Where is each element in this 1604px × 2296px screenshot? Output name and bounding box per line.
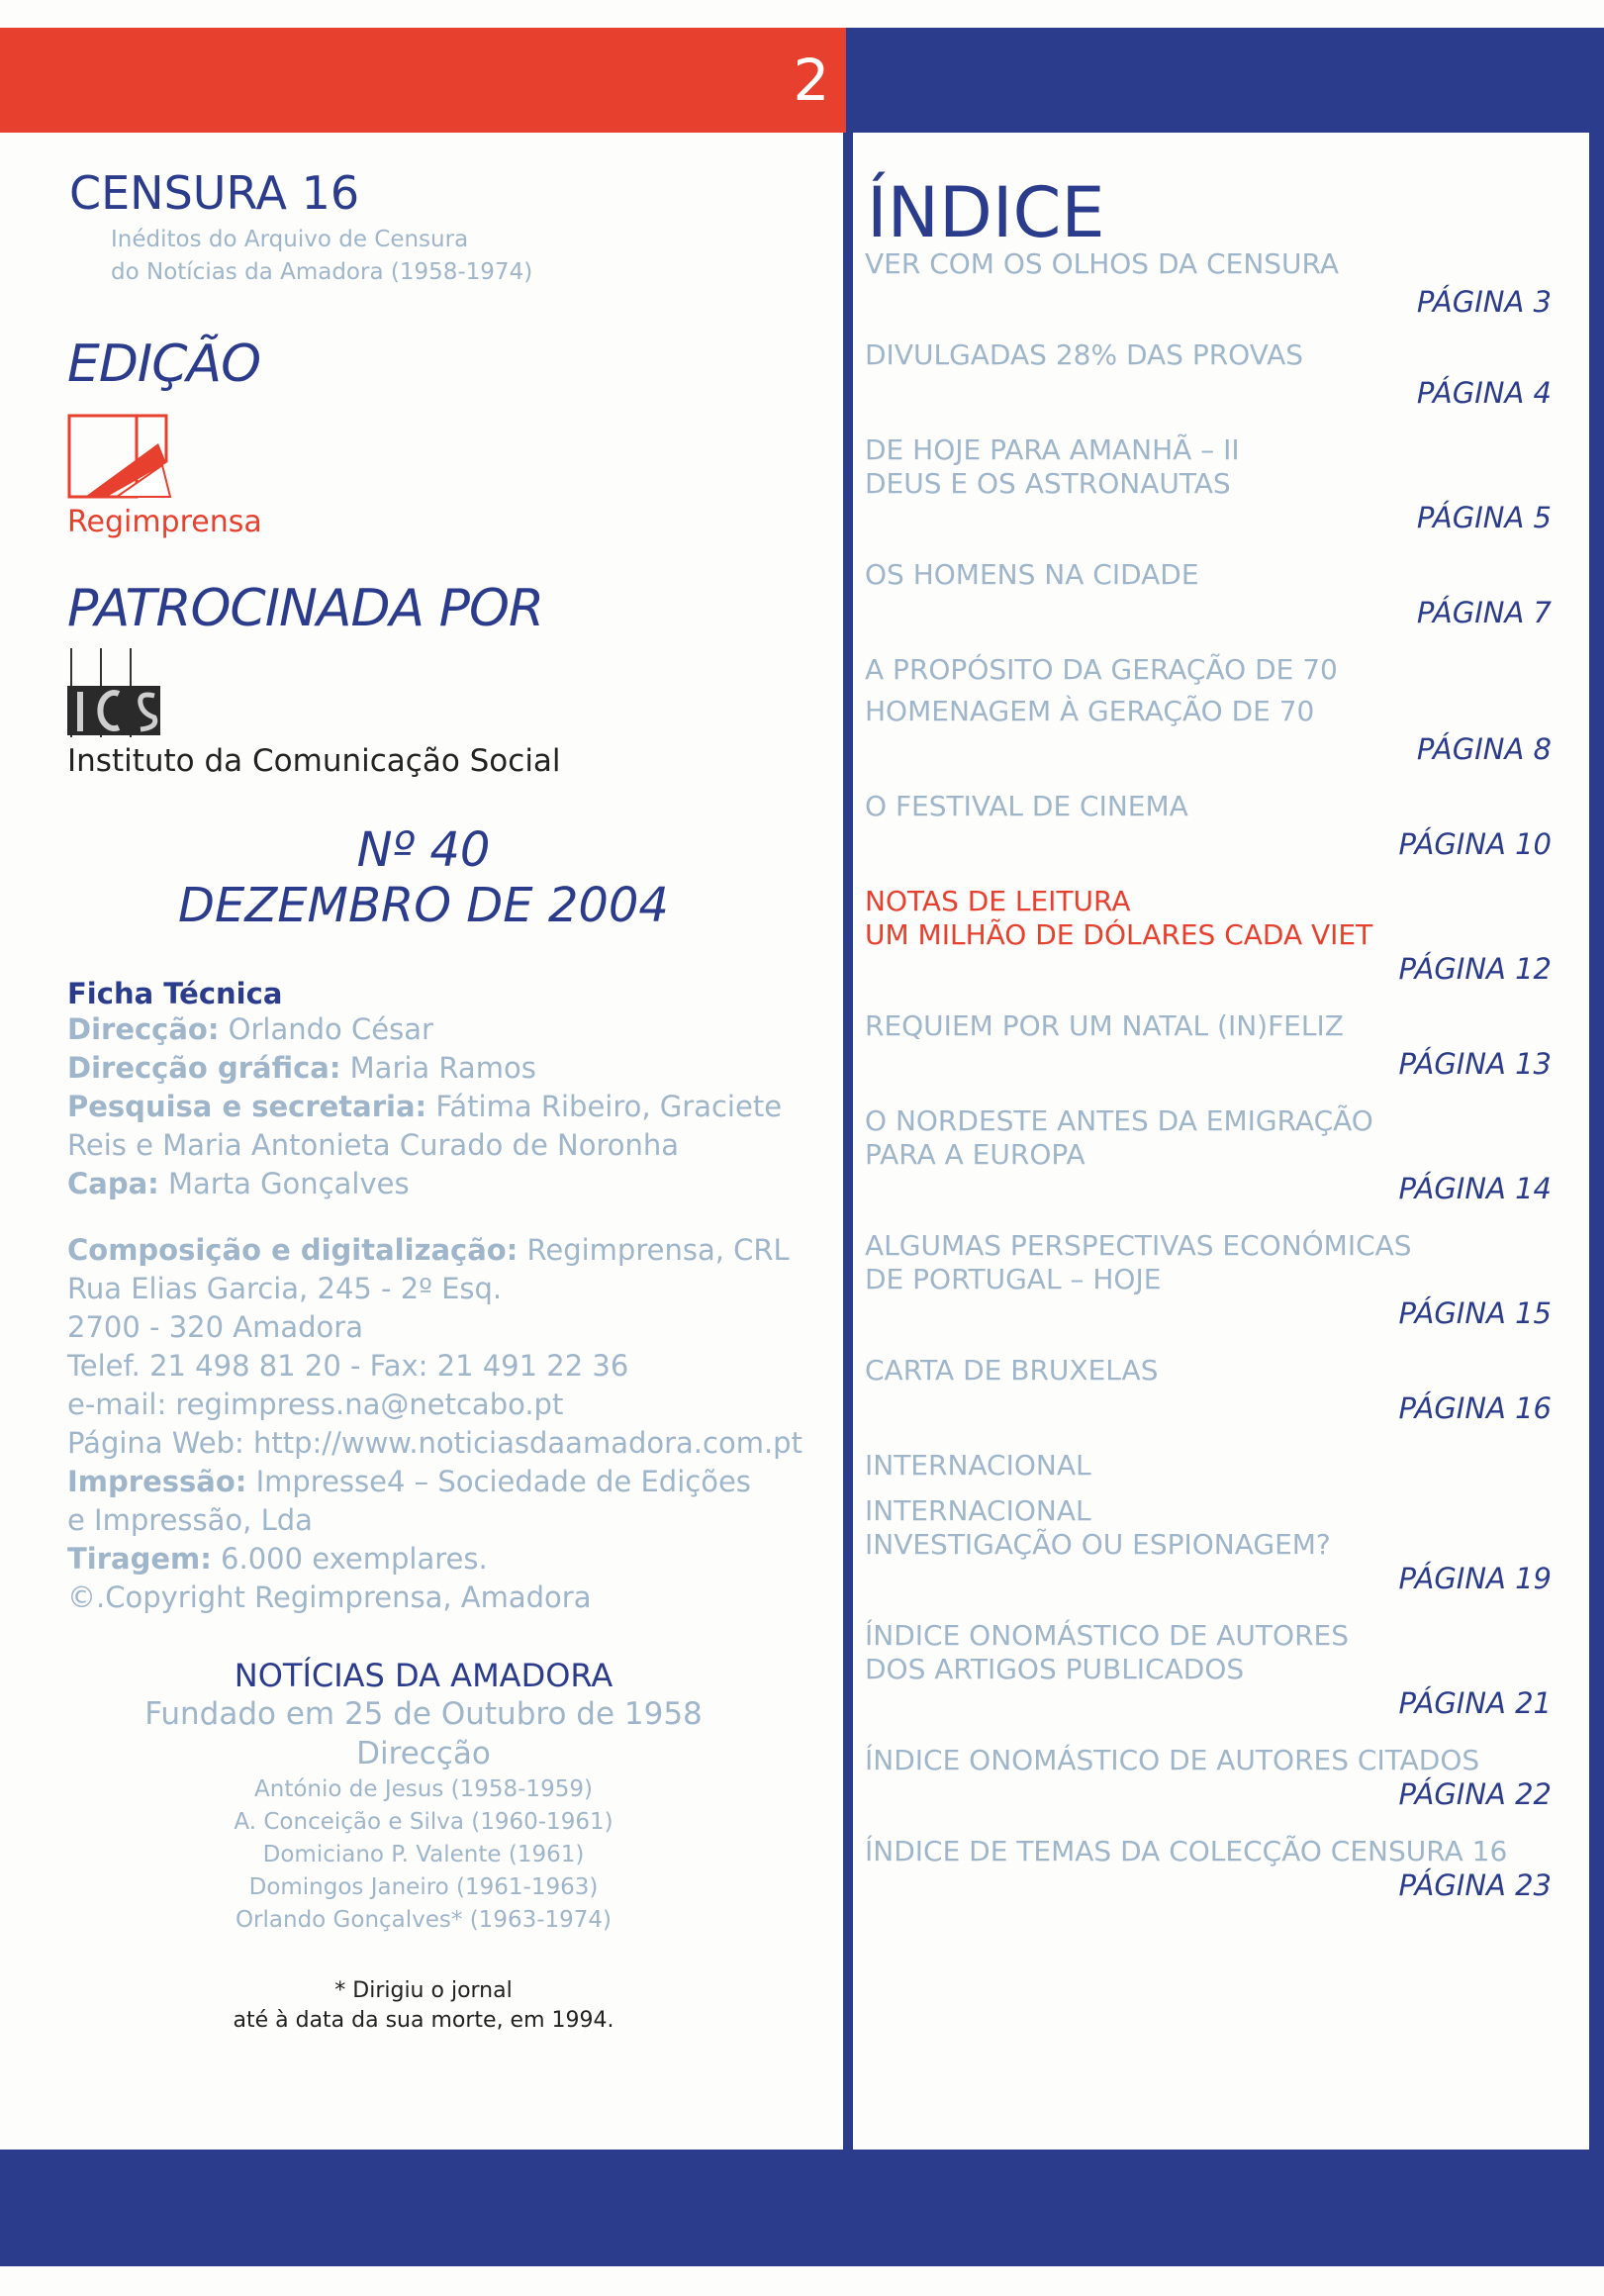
index-entry [863, 1449, 1556, 1483]
ficha-impressao: Impressão: Impresse4 – Sociedade de Edições [67, 1465, 751, 1498]
index-entry-page: PÁGINA 13 [1398, 1047, 1552, 1081]
ficha-capa: Capa: Marta Gonçalves [67, 1167, 410, 1200]
ficha-address-2: 2700 - 320 Amadora [67, 1310, 363, 1344]
index-entry-subtitle: DOS ARTIGOS PUBLICADOS [865, 1653, 1245, 1685]
index-entry-page: PÁGINA 5 [1416, 501, 1552, 534]
index-title: ÍNDICE [867, 172, 1105, 253]
index-entry-title: O NORDESTE ANTES DA EMIGRAÇÃO [865, 1104, 1373, 1137]
ics-logo-icon [67, 648, 819, 737]
index-entry-title: ÍNDICE ONOMÁSTICO DE AUTORES [865, 1619, 1349, 1652]
index-entry-title: CARTA DE BRUXELAS [865, 1354, 1159, 1387]
index-entry-page: PÁGINA 4 [1416, 376, 1552, 410]
index-entry-subtitle: PARA A EUROPA [865, 1138, 1085, 1171]
index-entry-page: PÁGINA 10 [1398, 827, 1552, 861]
issue-number: Nº 40 [356, 822, 491, 878]
ficha-pesquisa-cont: Reis e Maria Antonieta Curado de Noronha [67, 1128, 680, 1162]
index-entry-subtitle: UM MILHÃO DE DÓLARES CADA VIET [865, 918, 1373, 951]
index-entry-title: ALGUMAS PERSPECTIVAS ECONÓMICAS [865, 1229, 1412, 1262]
index-entry [863, 433, 1556, 534]
index-entry [863, 653, 1556, 687]
index-entry-page: PÁGINA 15 [1398, 1296, 1552, 1330]
ficha-tecnica [67, 1010, 819, 1617]
index-entry-title: O FESTIVAL DE CINEMA [865, 790, 1188, 822]
index-entry-title: ÍNDICE DE TEMAS DA COLECÇÃO CENSURA 16 [865, 1835, 1508, 1867]
index-entry-page: PÁGINA 7 [1416, 596, 1552, 629]
ficha-pesquisa: Pesquisa e secretaria: Fátima Ribeiro, Graciete [67, 1090, 783, 1123]
ficha-tiragem: Tiragem: 6.000 exemplares. [67, 1542, 488, 1576]
index-entry [863, 558, 1556, 629]
index-entry [863, 790, 1556, 861]
index-entry-title: DIVULGADAS 28% DAS PROVAS [865, 338, 1304, 371]
index-entry [863, 885, 1556, 986]
index-entry-title: DE HOJE PARA AMANHÃ – II [865, 433, 1240, 466]
index-entry [863, 1009, 1556, 1081]
footnote [67, 1976, 780, 2036]
index-entry-page: PÁGINA 3 [1416, 285, 1552, 319]
noticias-title: NOTÍCIAS DA AMADORA [234, 1657, 613, 1694]
index-entry-page: PÁGINA 14 [1398, 1172, 1552, 1205]
issue-date: DEZEMBRO DE 2004 [178, 878, 669, 933]
noticias-block [67, 1657, 780, 1937]
index-entry-title: HOMENAGEM À GERAÇÃO DE 70 [865, 695, 1315, 727]
director-1: António de Jesus (1958-1959) [254, 1776, 593, 1802]
left-column [67, 158, 819, 2036]
index-entry-title: VER COM OS OLHOS DA CENSURA [865, 247, 1340, 280]
index-entry [863, 1229, 1556, 1330]
publication-title: CENSURA 16 [69, 166, 360, 220]
header-blue-band [846, 28, 1604, 133]
index-entry [863, 1494, 1556, 1595]
right-edge-band [1589, 28, 1604, 2266]
index-entry [863, 247, 1556, 319]
column-divider [843, 133, 853, 2152]
header-red-band [0, 28, 846, 133]
edition-heading: EDIÇÃO [67, 335, 261, 394]
index-entry-title: INTERNACIONAL [865, 1494, 1091, 1527]
index-entry-title: NOTAS DE LEITURA [865, 885, 1131, 917]
ficha-direccao: Direcção: Orlando César [67, 1012, 433, 1046]
ficha-address-1: Rua Elias Garcia, 245 - 2º Esq. [67, 1272, 503, 1305]
noticias-direccao: Direcção [356, 1736, 491, 1771]
index-entry-subtitle: DEUS E OS ASTRONAUTAS [865, 467, 1231, 500]
ficha-copyright: ©.Copyright Regimprensa, Amadora [67, 1580, 592, 1614]
index-entry-page: PÁGINA 12 [1398, 952, 1552, 986]
sponsor-heading: PATROCINADA POR [67, 579, 544, 638]
ficha-tecnica-heading: Ficha Técnica [67, 977, 283, 1010]
index-entry [863, 1744, 1556, 1811]
index-entries [863, 247, 1556, 1902]
index-entry [863, 338, 1556, 410]
index-entry [863, 1354, 1556, 1425]
index-entry-title: INTERNACIONAL [865, 1449, 1091, 1482]
index-entry [863, 1835, 1556, 1902]
director-5: Orlando Gonçalves* (1963-1974) [235, 1907, 613, 1933]
index-entry-title: A PROPÓSITO DA GERAÇÃO DE 70 [865, 653, 1338, 686]
index-entry-page: PÁGINA 23 [1398, 1868, 1552, 1902]
index-entry-page: PÁGINA 16 [1398, 1391, 1552, 1425]
page-number: 2 [793, 47, 830, 114]
index-entry-page: PÁGINA 8 [1416, 732, 1552, 766]
noticias-founded: Fundado em 25 de Outubro de 1958 [144, 1696, 703, 1732]
index-entry-title: OS HOMENS NA CIDADE [865, 558, 1199, 591]
director-2: A. Conceição e Silva (1960-1961) [234, 1809, 613, 1835]
footnote-line-1: * Dirigiu o jornal [334, 1978, 513, 2003]
ficha-web: Página Web: http://www.noticiasdaamadora.com.pt [67, 1426, 802, 1460]
footer-blue-band [0, 2150, 1604, 2266]
ficha-impressao-cont: e Impressão, Lda [67, 1503, 313, 1537]
index-entry-title: REQUIEM POR UM NATAL (IN)FELIZ [865, 1009, 1344, 1042]
index-entry-page: PÁGINA 22 [1398, 1777, 1552, 1811]
index-entry-page: PÁGINA 19 [1398, 1562, 1552, 1595]
director-3: Domiciano P. Valente (1961) [262, 1842, 585, 1867]
subtitle-line-2: do Notícias da Amadora (1958-1974) [111, 259, 533, 285]
director-4: Domingos Janeiro (1961-1963) [248, 1874, 599, 1900]
index-entry [863, 1619, 1556, 1720]
index-column [863, 168, 1556, 1902]
index-entry [863, 695, 1556, 766]
ficha-phone: Telef. 21 498 81 20 - Fax: 21 491 22 36 [67, 1349, 629, 1383]
index-entry-page: PÁGINA 21 [1398, 1686, 1552, 1720]
index-entry-title: ÍNDICE ONOMÁSTICO DE AUTORES CITADOS [865, 1744, 1480, 1776]
regimprensa-label: Regimprensa [67, 505, 262, 539]
index-entry-subtitle: INVESTIGAÇÃO OU ESPIONAGEM? [865, 1528, 1331, 1561]
footnote-line-2: até à data da sua morte, em 1994. [233, 2008, 614, 2033]
ficha-email: e-mail: regimpress.na@netcabo.pt [67, 1387, 564, 1421]
regimprensa-logo-icon [67, 414, 176, 503]
index-entry-subtitle: DE PORTUGAL – HOJE [865, 1263, 1162, 1295]
index-entry [863, 1104, 1556, 1205]
ficha-composicao: Composição e digitalização: Regimprensa, CRL [67, 1233, 790, 1267]
subtitle-line-1: Inéditos do Arquivo de Censura [111, 227, 469, 252]
ficha-grafica: Direcção gráfica: Maria Ramos [67, 1051, 536, 1085]
ics-name: Instituto da Comunicação Social [67, 743, 561, 779]
